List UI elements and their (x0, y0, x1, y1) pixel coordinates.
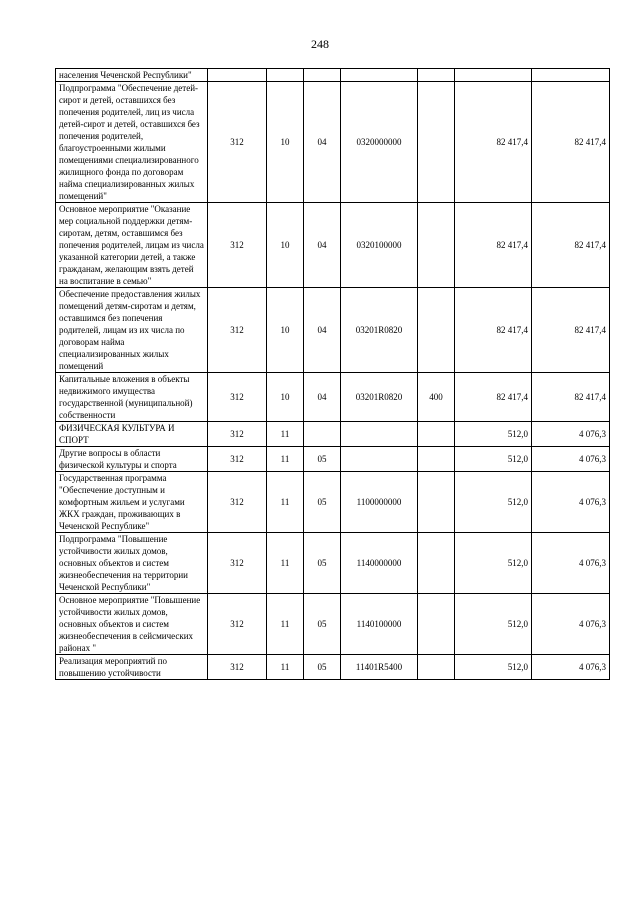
sum-second: 82 417,4 (532, 82, 610, 203)
subsection-code: 04 (304, 288, 341, 373)
sum-second: 82 417,4 (532, 203, 610, 288)
subsection-code: 05 (304, 594, 341, 655)
expense-type-code (418, 203, 455, 288)
sum-second: 82 417,4 (532, 288, 610, 373)
table-body (56, 69, 610, 680)
ministry-code: 312 (208, 422, 267, 447)
subsection-code: 05 (304, 655, 341, 680)
target-code (341, 422, 418, 447)
expense-type-code (418, 655, 455, 680)
row-name: Обеспечение предоставления жилых помещений детям-сиротам и детям, оставшимся без попечения родителей, лицам из их числа по договорам найма специализированных жилых помещений (56, 288, 208, 373)
row-name: ФИЗИЧЕСКАЯ КУЛЬТУРА И СПОРТ (56, 422, 208, 447)
sum-first: 512,0 (455, 533, 532, 594)
target-code (341, 447, 418, 472)
ministry-code: 312 (208, 594, 267, 655)
table-row (56, 594, 610, 655)
ministry-code: 312 (208, 447, 267, 472)
ministry-code: 312 (208, 82, 267, 203)
expense-type-code (418, 82, 455, 203)
expense-type-code (418, 288, 455, 373)
sum-second: 4 076,3 (532, 533, 610, 594)
row-name: Реализация мероприятий по повышению устойчивости (56, 655, 208, 680)
table-row (56, 472, 610, 533)
target-code: 1100000000 (341, 472, 418, 533)
sum-first: 512,0 (455, 447, 532, 472)
subsection-code (304, 422, 341, 447)
sum-first: 82 417,4 (455, 288, 532, 373)
ministry-code: 312 (208, 472, 267, 533)
sum-second: 4 076,3 (532, 447, 610, 472)
sum-first: 82 417,4 (455, 82, 532, 203)
sum-second: 4 076,3 (532, 422, 610, 447)
ministry-code: 312 (208, 373, 267, 422)
table-row (56, 288, 610, 373)
ministry-code: 312 (208, 288, 267, 373)
section-code: 11 (267, 422, 304, 447)
table-row (56, 655, 610, 680)
sum-first: 82 417,4 (455, 203, 532, 288)
expense-type-code (418, 422, 455, 447)
sum-first: 82 417,4 (455, 373, 532, 422)
ministry-code: 312 (208, 203, 267, 288)
row-name: населения Чеченской Республики" (56, 69, 208, 82)
section-code (267, 69, 304, 82)
expense-type-code (418, 69, 455, 82)
table-row (56, 82, 610, 203)
table-row (56, 373, 610, 422)
subsection-code: 04 (304, 82, 341, 203)
target-code: 03201R0820 (341, 373, 418, 422)
row-name: Подпрограмма "Повышение устойчивости жилых домов, основных объектов и систем жизнеобеспечения на территории Чеченской Республики" (56, 533, 208, 594)
section-code: 10 (267, 203, 304, 288)
subsection-code: 04 (304, 373, 341, 422)
table-row (56, 533, 610, 594)
subsection-code: 04 (304, 203, 341, 288)
page-number: 248 (311, 37, 329, 51)
section-code: 10 (267, 288, 304, 373)
expense-type-code (418, 533, 455, 594)
section-code: 10 (267, 82, 304, 203)
target-code: 1140000000 (341, 533, 418, 594)
subsection-code: 05 (304, 472, 341, 533)
expense-type-code (418, 594, 455, 655)
section-code: 11 (267, 655, 304, 680)
subsection-code (304, 69, 341, 82)
ministry-code: 312 (208, 655, 267, 680)
target-code (341, 69, 418, 82)
expense-type-code (418, 472, 455, 533)
target-code: 1140100000 (341, 594, 418, 655)
section-code: 11 (267, 447, 304, 472)
sum-first (455, 69, 532, 82)
sum-second (532, 69, 610, 82)
expense-type-code: 400 (418, 373, 455, 422)
row-name: Другие вопросы в области физической культуры и спорта (56, 447, 208, 472)
subsection-code: 05 (304, 447, 341, 472)
row-name: Капитальные вложения в объекты недвижимого имущества государственной (муниципальной) собственности (56, 373, 208, 422)
target-code: 0320100000 (341, 203, 418, 288)
target-code: 0320000000 (341, 82, 418, 203)
sum-first: 512,0 (455, 655, 532, 680)
budget-table (55, 68, 610, 680)
sum-second: 4 076,3 (532, 655, 610, 680)
sum-first: 512,0 (455, 422, 532, 447)
target-code: 03201R0820 (341, 288, 418, 373)
sum-second: 4 076,3 (532, 472, 610, 533)
target-code: 11401R5400 (341, 655, 418, 680)
sum-first: 512,0 (455, 594, 532, 655)
row-name: Государственная программа "Обеспечение доступным и комфортным жильем и услугами ЖКХ граждан, проживающих в Чеченской Республике" (56, 472, 208, 533)
table-row (56, 447, 610, 472)
section-code: 11 (267, 594, 304, 655)
ministry-code (208, 69, 267, 82)
ministry-code: 312 (208, 533, 267, 594)
table-row (56, 422, 610, 447)
sum-second: 82 417,4 (532, 373, 610, 422)
table-row (56, 203, 610, 288)
row-name: Основное мероприятие "Оказание мер социальной поддержки детям-сиротам, детям, оставшимся без попечения родителей, лицам из числа указанной категории детей, а также гражданам, желающим взять детей на воспитание в семью" (56, 203, 208, 288)
sum-first: 512,0 (455, 472, 532, 533)
table-row (56, 69, 610, 82)
expense-type-code (418, 447, 455, 472)
sum-second: 4 076,3 (532, 594, 610, 655)
subsection-code: 05 (304, 533, 341, 594)
row-name: Подпрограмма "Обеспечение детей-сирот и детей, оставшихся без попечения родителей, лиц из числа детей-сирот и детей, оставшихся без попечения родителей, благоустроенными жилыми помещениями специализированного жилищного фонда по договорам найма специализированных жилых помещений" (56, 82, 208, 203)
section-code: 11 (267, 533, 304, 594)
row-name: Основное мероприятие "Повышение устойчивости жилых домов, основных объектов и систем жизнеобеспечения в сейсмических районах " (56, 594, 208, 655)
section-code: 11 (267, 472, 304, 533)
section-code: 10 (267, 373, 304, 422)
